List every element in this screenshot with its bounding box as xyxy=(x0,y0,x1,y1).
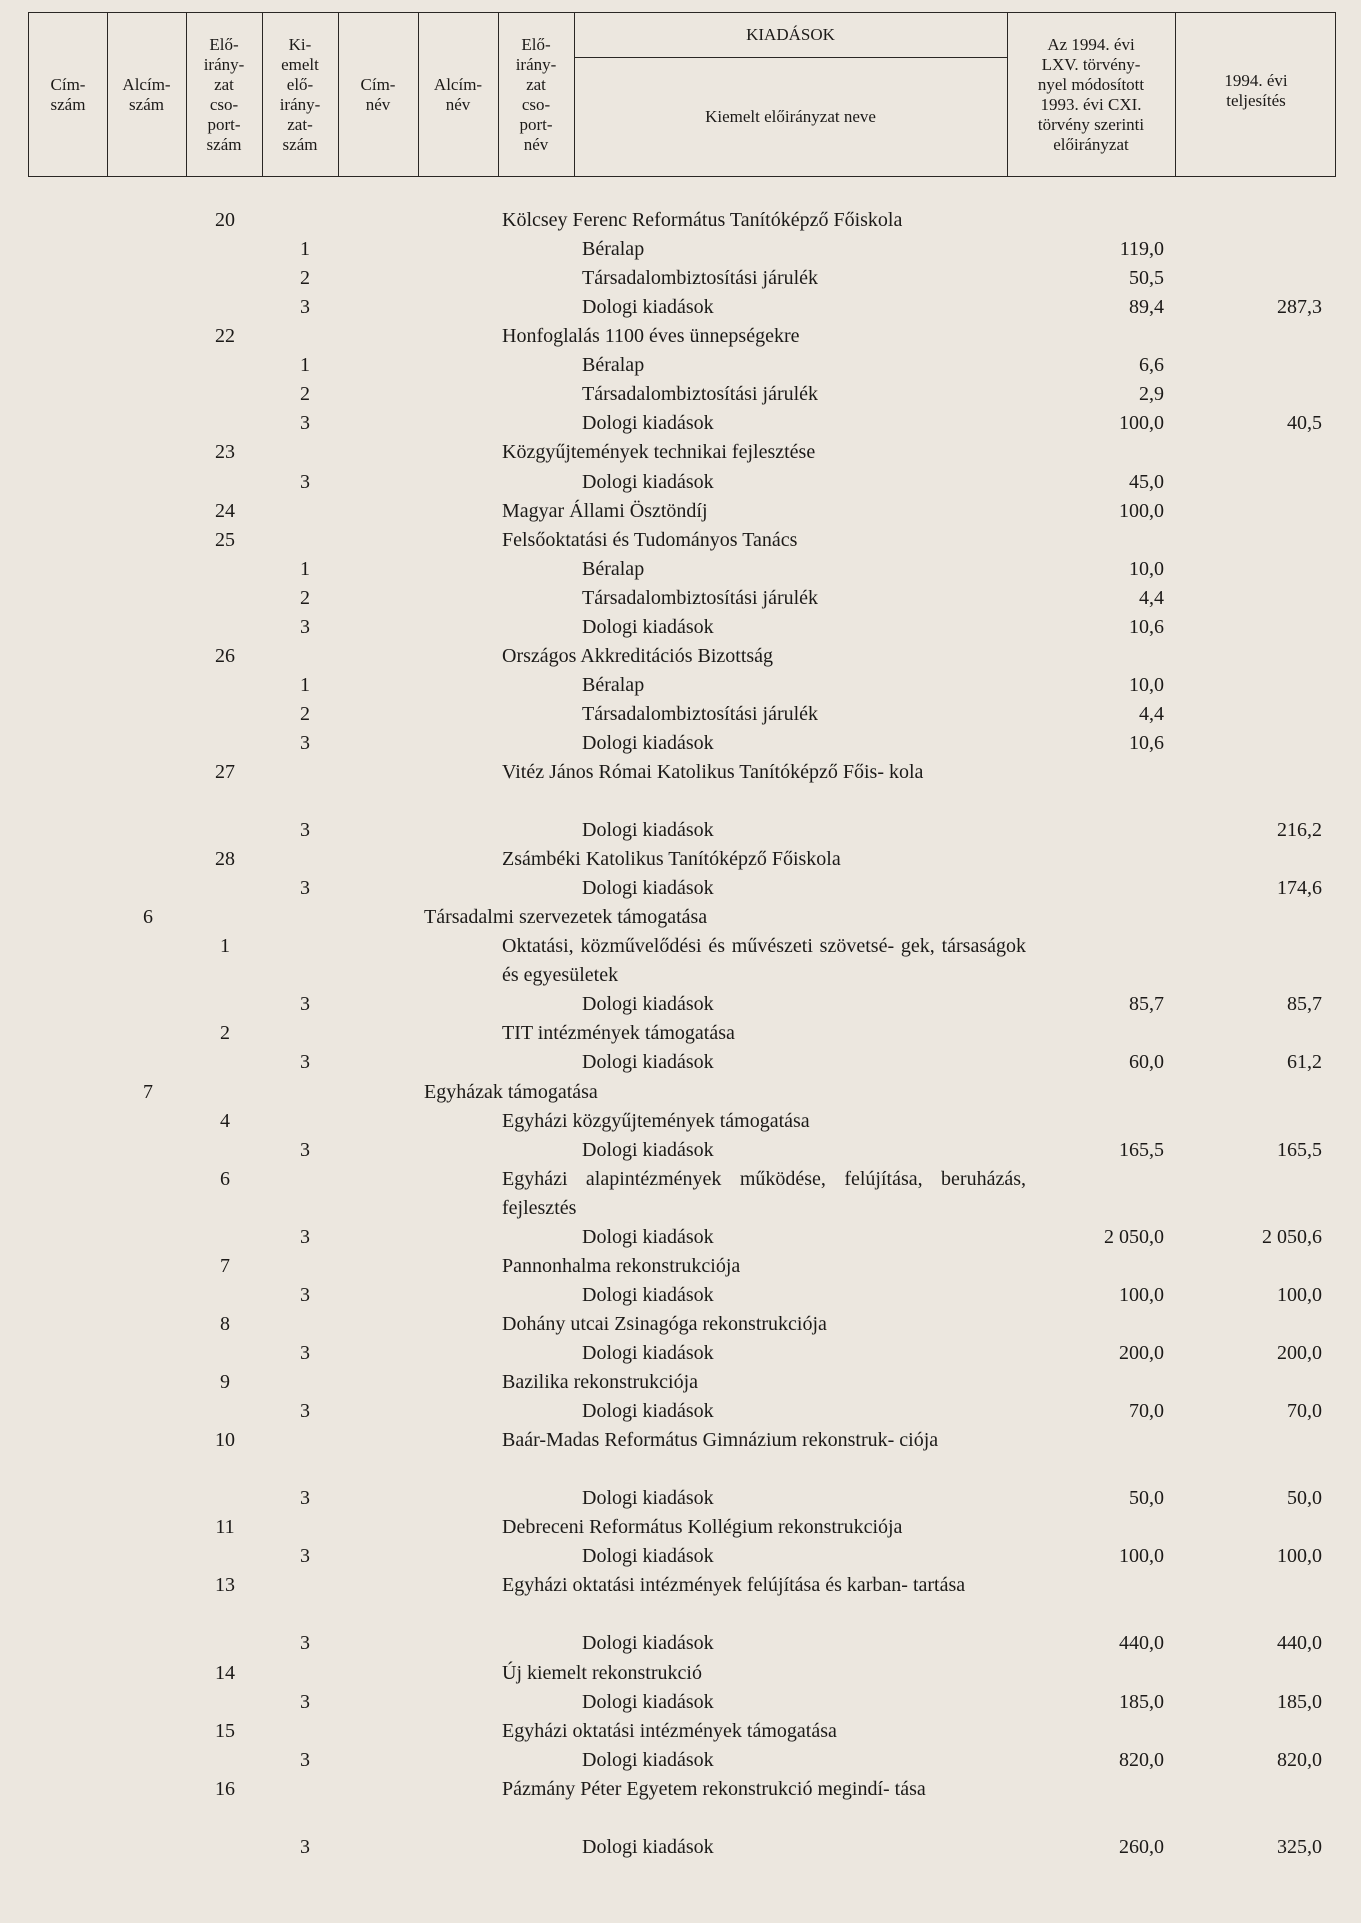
eloiranyzat-value-cell: 100,0 xyxy=(1119,499,1164,522)
table-row xyxy=(0,845,1361,874)
teljesites-value-cell: 100,0 xyxy=(1277,1545,1322,1568)
teljesites-value-cell: 287,3 xyxy=(1277,296,1322,319)
table-row xyxy=(0,1513,1361,1542)
item-name-cell: Új kiemelt rekonstrukció xyxy=(502,1661,702,1684)
alcim-szam-cell: 10 xyxy=(215,1429,235,1452)
table-row xyxy=(0,1775,1361,1833)
header-kiemelt-eloiranyzat-neve: Kiemelt előirányzat neve xyxy=(705,106,876,126)
table-row xyxy=(0,1223,1361,1252)
table-row xyxy=(0,1833,1361,1862)
table-row xyxy=(0,903,1361,932)
item-name-cell: TIT intézmények támogatása xyxy=(502,1022,735,1045)
header-kiemelt-eloiranyzat-szam: Ki- emelt elő- irány- zat- szám xyxy=(279,34,321,154)
teljesites-value-cell: 70,0 xyxy=(1287,1400,1322,1422)
eloiranyzat-value-cell: 100,0 xyxy=(1119,1545,1164,1568)
kiemelt-szam-cell: 3 xyxy=(300,1341,310,1364)
alcim-szam-cell: 1 xyxy=(220,935,230,958)
teljesites-value-cell: 40,5 xyxy=(1287,412,1322,435)
item-name-cell: Társadalmi szervezetek támogatása xyxy=(424,906,708,929)
eloiranyzat-value-cell: 50,0 xyxy=(1129,1487,1164,1510)
table-row xyxy=(0,1252,1361,1281)
alcim-szam-cell: 20 xyxy=(215,209,235,231)
table-row xyxy=(0,613,1361,642)
table-row xyxy=(0,497,1361,526)
eloiranyzat-value-cell: 10,6 xyxy=(1129,615,1164,638)
table-row xyxy=(0,206,1361,235)
eloiranyzat-value-cell: 185,0 xyxy=(1119,1690,1164,1713)
alcim-szam-cell: 4 xyxy=(220,1109,230,1132)
alcim-szam-cell: 27 xyxy=(215,760,235,783)
table-row xyxy=(0,758,1361,816)
item-name-cell: Országos Akkreditációs Bizottság xyxy=(502,644,774,667)
teljesites-value-cell: 100,0 xyxy=(1277,1283,1322,1306)
table-row xyxy=(0,264,1361,293)
item-name-cell: Egyházi alapintézmények működése, felújítása, beruházás, fejlesztés xyxy=(502,1167,1026,1219)
table-row xyxy=(0,1339,1361,1368)
header-alcim-szam: Alcím- szám xyxy=(122,74,171,114)
table-row xyxy=(0,322,1361,351)
eloiranyzat-value-cell: 70,0 xyxy=(1129,1400,1164,1422)
item-name-cell: Zsámbéki Katolikus Tanítóképző Főiskola xyxy=(502,848,841,871)
kiemelt-szam-cell: 3 xyxy=(300,993,310,1016)
item-name-cell: Egyházi közgyűjtemények támogatása xyxy=(502,1109,810,1132)
eloiranyzat-value-cell: 100,0 xyxy=(1119,412,1164,435)
table-row xyxy=(0,1717,1361,1746)
table-row xyxy=(0,816,1361,845)
item-name-cell: Dologi kiadások xyxy=(582,296,714,319)
alcim-szam-cell: 13 xyxy=(215,1574,235,1597)
item-name-cell: Pázmány Péter Egyetem rekonstrukció megindí- tása xyxy=(502,1777,926,1800)
kiemelt-szam-cell: 3 xyxy=(300,1690,310,1713)
table-row xyxy=(0,1688,1361,1717)
teljesites-value-cell: 200,0 xyxy=(1277,1341,1322,1364)
table-row xyxy=(0,293,1361,322)
table-row xyxy=(0,1426,1361,1484)
eloiranyzat-value-cell: 60,0 xyxy=(1129,1051,1164,1074)
header-kiadasok: KIADÁSOK xyxy=(746,25,835,44)
table-row xyxy=(0,380,1361,409)
kiemelt-szam-cell: 3 xyxy=(300,1748,310,1771)
item-name-cell: Felsőoktatási és Tudományos Tanács xyxy=(502,528,798,551)
header-cim-nev: Cím- név xyxy=(360,74,396,114)
item-name-cell: Dologi kiadások xyxy=(582,1835,714,1858)
kiemelt-szam-cell: 3 xyxy=(300,296,310,319)
kiemelt-szam-cell: 3 xyxy=(300,615,310,638)
item-name-cell: Dologi kiadások xyxy=(582,470,714,493)
item-name-cell: Dologi kiadások xyxy=(582,412,714,435)
kiemelt-szam-cell: 3 xyxy=(300,1400,310,1422)
item-name-cell: Dologi kiadások xyxy=(582,1632,714,1655)
item-name-cell: Társadalombiztosítási járulék xyxy=(582,586,819,609)
item-name-cell: Vitéz János Római Katolikus Tanítóképző Főis- kola xyxy=(502,760,924,783)
teljesites-value-cell: 85,7 xyxy=(1287,993,1322,1016)
item-name-cell: Béralap xyxy=(582,673,645,696)
table-row xyxy=(0,1048,1361,1077)
kiemelt-szam-cell: 2 xyxy=(300,267,310,290)
table-row xyxy=(0,642,1361,671)
table-row xyxy=(0,235,1361,264)
eloiranyzat-value-cell: 440,0 xyxy=(1119,1632,1164,1655)
table-row xyxy=(0,409,1361,438)
item-name-cell: Dologi kiadások xyxy=(582,1545,714,1568)
eloiranyzat-value-cell: 45,0 xyxy=(1129,470,1164,493)
kiemelt-szam-cell: 3 xyxy=(300,1835,310,1858)
alcim-szam-cell: 25 xyxy=(215,528,235,551)
kiemelt-szam-cell: 2 xyxy=(300,383,310,406)
item-name-cell: Társadalombiztosítási járulék xyxy=(582,267,819,290)
eloiranyzat-value-cell: 260,0 xyxy=(1119,1835,1164,1858)
item-name-cell: Magyar Állami Ösztöndíj xyxy=(502,499,708,522)
item-name-cell: Dologi kiadások xyxy=(582,1400,714,1422)
table-row xyxy=(0,1571,1361,1629)
kiemelt-szam-cell: 3 xyxy=(300,1545,310,1568)
table-row xyxy=(0,1281,1361,1310)
header-eloiranyzat: Az 1994. évi LXV. törvény- nyel módosított 1993. évi CXI. törvény szerinti előirányzat xyxy=(1037,34,1145,154)
kiemelt-szam-cell: 1 xyxy=(300,354,310,377)
alcim-szam-cell: 2 xyxy=(220,1022,230,1045)
teljesites-value-cell: 165,5 xyxy=(1277,1138,1322,1161)
kiemelt-szam-cell: 3 xyxy=(300,1283,310,1306)
eloiranyzat-value-cell: 10,0 xyxy=(1129,557,1164,580)
table-row xyxy=(0,1659,1361,1688)
teljesites-value-cell: 820,0 xyxy=(1277,1748,1322,1771)
item-name-cell: Dologi kiadások xyxy=(582,615,714,638)
table-row xyxy=(0,671,1361,700)
table-row xyxy=(0,526,1361,555)
kiemelt-szam-cell: 3 xyxy=(300,412,310,435)
kiemelt-szam-cell: 3 xyxy=(300,1632,310,1655)
kiemelt-szam-cell: 2 xyxy=(300,702,310,725)
header-eloiranyzat-csoport-szam: Elő- irány- zat cso- port- szám xyxy=(203,34,245,154)
teljesites-value-cell: 325,0 xyxy=(1277,1835,1322,1858)
teljesites-value-cell: 440,0 xyxy=(1277,1632,1322,1655)
alcim-szam-cell: 23 xyxy=(215,441,235,464)
eloiranyzat-value-cell: 119,0 xyxy=(1119,238,1164,261)
item-name-cell: Béralap xyxy=(582,557,645,580)
kiemelt-szam-cell: 3 xyxy=(300,470,310,493)
table-row xyxy=(0,1629,1361,1658)
eloiranyzat-value-cell: 165,5 xyxy=(1119,1138,1164,1161)
table-row xyxy=(0,1484,1361,1513)
table-row xyxy=(0,1078,1361,1107)
item-name-cell: Egyházi oktatási intézmények felújítása és karban- tartása xyxy=(502,1574,966,1597)
kiemelt-szam-cell: 3 xyxy=(300,731,310,754)
eloiranyzat-value-cell: 89,4 xyxy=(1129,296,1164,319)
header-cim-szam: Cím- szám xyxy=(50,74,86,114)
item-name-cell: Dologi kiadások xyxy=(582,993,714,1016)
table-row xyxy=(0,1397,1361,1426)
kiemelt-szam-cell: 3 xyxy=(300,1487,310,1510)
item-name-cell: Oktatási, közművelődési és művészeti szövetsé- gek, társaságok és egyesületek xyxy=(502,935,1026,987)
table-row xyxy=(0,1368,1361,1397)
kiemelt-szam-cell: 3 xyxy=(300,1051,310,1074)
table-row xyxy=(0,932,1361,990)
eloiranyzat-value-cell: 10,6 xyxy=(1129,731,1164,754)
teljesites-value-cell: 2 050,6 xyxy=(1262,1225,1322,1248)
kiemelt-szam-cell: 1 xyxy=(300,673,310,696)
item-name-cell: Debreceni Református Kollégium rekonstrukciója xyxy=(502,1516,903,1539)
kiemelt-szam-cell: 1 xyxy=(300,238,310,261)
alcim-szam-cell: 24 xyxy=(215,499,235,522)
alcim-szam-cell: 11 xyxy=(215,1516,235,1539)
table-row xyxy=(0,1310,1361,1339)
item-name-cell: Egyházi oktatási intézmények támogatása xyxy=(502,1719,837,1742)
cim-szam-cell: 7 xyxy=(143,1080,153,1103)
item-name-cell: Dologi kiadások xyxy=(582,1487,714,1510)
eloiranyzat-value-cell: 2 050,0 xyxy=(1104,1225,1164,1248)
table-row xyxy=(0,584,1361,613)
header-eloiranyzat-csoport-nev: Elő- irány- zat cso- port- név xyxy=(515,34,557,154)
item-name-cell: Dologi kiadások xyxy=(582,1283,714,1306)
item-name-cell: Társadalombiztosítási járulék xyxy=(582,383,819,406)
eloiranyzat-value-cell: 820,0 xyxy=(1119,1748,1164,1771)
header-alcim-nev: Alcím- név xyxy=(433,74,483,114)
item-name-cell: Dologi kiadások xyxy=(582,1138,714,1161)
alcim-szam-cell: 26 xyxy=(215,644,235,667)
eloiranyzat-value-cell: 100,0 xyxy=(1119,1283,1164,1306)
table-row xyxy=(0,700,1361,729)
item-name-cell: Béralap xyxy=(582,354,645,377)
kiemelt-szam-cell: 3 xyxy=(300,819,310,841)
item-name-cell: Egyházak támogatása xyxy=(424,1080,598,1103)
kiemelt-szam-cell: 3 xyxy=(300,877,310,900)
table-row xyxy=(0,990,1361,1019)
item-name-cell: Dologi kiadások xyxy=(582,1051,714,1074)
table-row xyxy=(0,555,1361,584)
eloiranyzat-value-cell: 50,5 xyxy=(1129,267,1164,290)
item-name-cell: Dohány utcai Zsinagóga rekonstrukciója xyxy=(502,1312,827,1335)
item-name-cell: Baár-Madas Református Gimnázium rekonstruk- ciója xyxy=(502,1429,939,1452)
teljesites-value-cell: 174,6 xyxy=(1277,877,1322,900)
item-name-cell: Kölcsey Ferenc Református Tanítóképző Főiskola xyxy=(502,209,903,231)
item-name-cell: Honfoglalás 1100 éves ünnepségekre xyxy=(502,325,800,348)
alcim-szam-cell: 8 xyxy=(220,1312,230,1335)
kiemelt-szam-cell: 2 xyxy=(300,586,310,609)
item-name-cell: Dologi kiadások xyxy=(582,819,714,841)
eloiranyzat-value-cell: 10,0 xyxy=(1129,673,1164,696)
item-name-cell: Dologi kiadások xyxy=(582,731,714,754)
item-name-cell: Dologi kiadások xyxy=(582,1690,714,1713)
alcim-szam-cell: 7 xyxy=(220,1254,230,1277)
eloiranyzat-value-cell: 200,0 xyxy=(1119,1341,1164,1364)
table-row xyxy=(0,438,1361,467)
eloiranyzat-value-cell: 6,6 xyxy=(1139,354,1164,377)
table-row xyxy=(0,468,1361,497)
table-row xyxy=(0,1136,1361,1165)
item-name-cell: Dologi kiadások xyxy=(582,1225,714,1248)
item-name-cell: Béralap xyxy=(582,238,645,261)
eloiranyzat-value-cell: 85,7 xyxy=(1129,993,1164,1016)
kiemelt-szam-cell: 1 xyxy=(300,557,310,580)
alcim-szam-cell: 14 xyxy=(215,1661,235,1684)
alcim-szam-cell: 9 xyxy=(220,1371,230,1393)
header-teljesites: 1994. évi teljesítés xyxy=(1224,71,1288,110)
teljesites-value-cell: 61,2 xyxy=(1287,1051,1322,1074)
table-row xyxy=(0,1019,1361,1048)
eloiranyzat-value-cell: 4,4 xyxy=(1139,702,1164,725)
item-name-cell: Bazilika rekonstrukciója xyxy=(502,1371,699,1393)
eloiranyzat-value-cell: 2,9 xyxy=(1139,383,1164,406)
item-name-cell: Társadalombiztosítási járulék xyxy=(582,702,819,725)
item-name-cell: Dologi kiadások xyxy=(582,1341,714,1364)
alcim-szam-cell: 16 xyxy=(215,1777,235,1800)
table-row xyxy=(0,1746,1361,1775)
teljesites-value-cell: 185,0 xyxy=(1277,1690,1322,1713)
table-row xyxy=(0,1165,1361,1223)
item-name-cell: Dologi kiadások xyxy=(582,1748,714,1771)
teljesites-value-cell: 50,0 xyxy=(1287,1487,1322,1510)
alcim-szam-cell: 22 xyxy=(215,325,235,348)
teljesites-value-cell: 216,2 xyxy=(1277,819,1322,841)
table-row xyxy=(0,351,1361,380)
cim-szam-cell: 6 xyxy=(143,906,153,929)
kiemelt-szam-cell: 3 xyxy=(300,1138,310,1161)
item-name-cell: Dologi kiadások xyxy=(582,877,714,900)
table-row xyxy=(0,1542,1361,1571)
alcim-szam-cell: 28 xyxy=(215,848,235,871)
kiemelt-szam-cell: 3 xyxy=(300,1225,310,1248)
table-row xyxy=(0,729,1361,758)
item-name-cell: Közgyűjtemények technikai fejlesztése xyxy=(502,441,816,464)
alcim-szam-cell: 6 xyxy=(220,1167,230,1190)
table-row xyxy=(0,874,1361,903)
alcim-szam-cell: 15 xyxy=(215,1719,235,1742)
table-row xyxy=(0,1107,1361,1136)
item-name-cell: Pannonhalma rekonstrukciója xyxy=(502,1254,741,1277)
eloiranyzat-value-cell: 4,4 xyxy=(1139,586,1164,609)
